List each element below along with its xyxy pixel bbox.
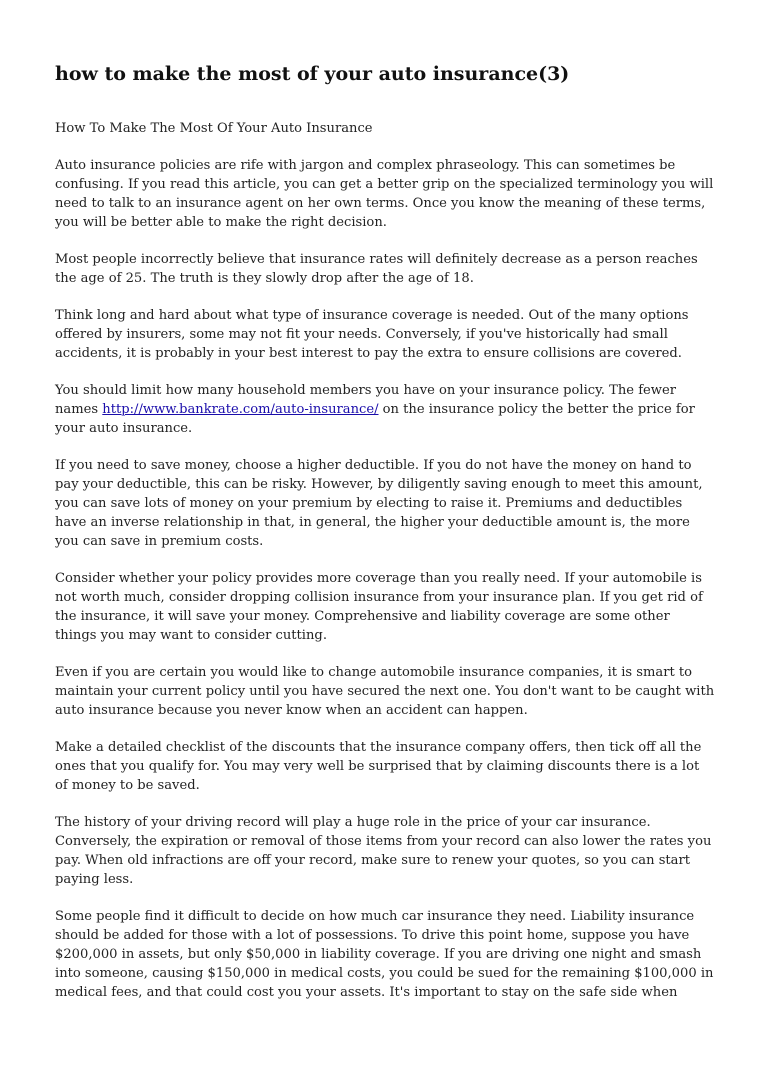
document-title: how to make the most of your auto insurance(3) [55, 63, 570, 85]
paragraph-7: Even if you are certain you would like to change automobile insurance companies, it is smart to maintain your current policy until you have secured the next one. You don't want to be caught with auto insurance because you never know when an accident can happen. [55, 665, 715, 718]
paragraph-4-text-before: You should limit how many household members you have on your insurance policy. The fewer names [55, 383, 676, 417]
bankrate-link[interactable]: http://www.bankrate.com/auto-insurance/ [102, 402, 379, 417]
document-page [55, 59, 715, 1002]
paragraph-5: If you need to save money, choose a higher deductible. If you do not have the money on hand to pay your deductible, this can be risky. However, by diligently saving enough to meet this amount, you can save lots of money on your premium by electing to raise it. Premiums and deductibles have an inverse relationship in that, in general, the higher your deductible amount is, the more you can save in premium costs. [55, 458, 703, 549]
paragraph-1: Auto insurance policies are rife with jargon and complex phraseology. This can sometimes be confusing. If you read this article, you can get a better grip on the specialized terminology you will need to talk to an insurance agent on her own terms. Once you know the meaning of these terms, you will be better able to make the right decision. [55, 158, 714, 230]
paragraph-8: Make a detailed checklist of the discounts that the insurance company offers, then tick off all the ones that you qualify for. You may very well be surprised that by claiming discounts there is a lot of money to be saved. [55, 740, 702, 793]
paragraph-9: The history of your driving record will play a huge role in the price of your car insurance. Conversely, the expiration or removal of those items from your record can also lower the rates you pay. When old infractions are off your record, make sure to renew your quotes, so you can start paying less. [55, 815, 712, 887]
paragraph-2: Most people incorrectly believe that insurance rates will definitely decrease as a person reaches the age of 25. The truth is they slowly drop after the age of 18. [55, 252, 698, 286]
paragraph-4-text-after: on the insurance policy the better the price for your auto insurance. [55, 402, 695, 436]
paragraph-6: Consider whether your policy provides more coverage than you really need. If your automobile is not worth much, consider dropping collision insurance from your insurance plan. If you get rid of the insurance, it will save your money. Comprehensive and liability coverage are some other things you may want to consider cutting. [55, 571, 703, 643]
document-subtitle: How To Make The Most Of Your Auto Insurance [55, 121, 373, 136]
paragraph-4 [55, 381, 715, 438]
paragraph-10: Some people find it difficult to decide on how much car insurance they need. Liability insurance should be added for those with a lot of possessions. To drive this point home, suppose you have $200,000 in assets, but only $50,000 in liability coverage. If you are driving one night and smash into someone, causing $150,000 in medical costs, you could be sued for the remaining $100,000 in medical fees, and that could cost you your assets. It's important to stay on the safe side when [55, 909, 714, 1000]
paragraph-3: Think long and hard about what type of insurance coverage is needed. Out of the many options offered by insurers, some may not fit your needs. Conversely, if you've historically had small accidents, it is probably in your best interest to pay the extra to ensure collisions are covered. [55, 308, 689, 361]
